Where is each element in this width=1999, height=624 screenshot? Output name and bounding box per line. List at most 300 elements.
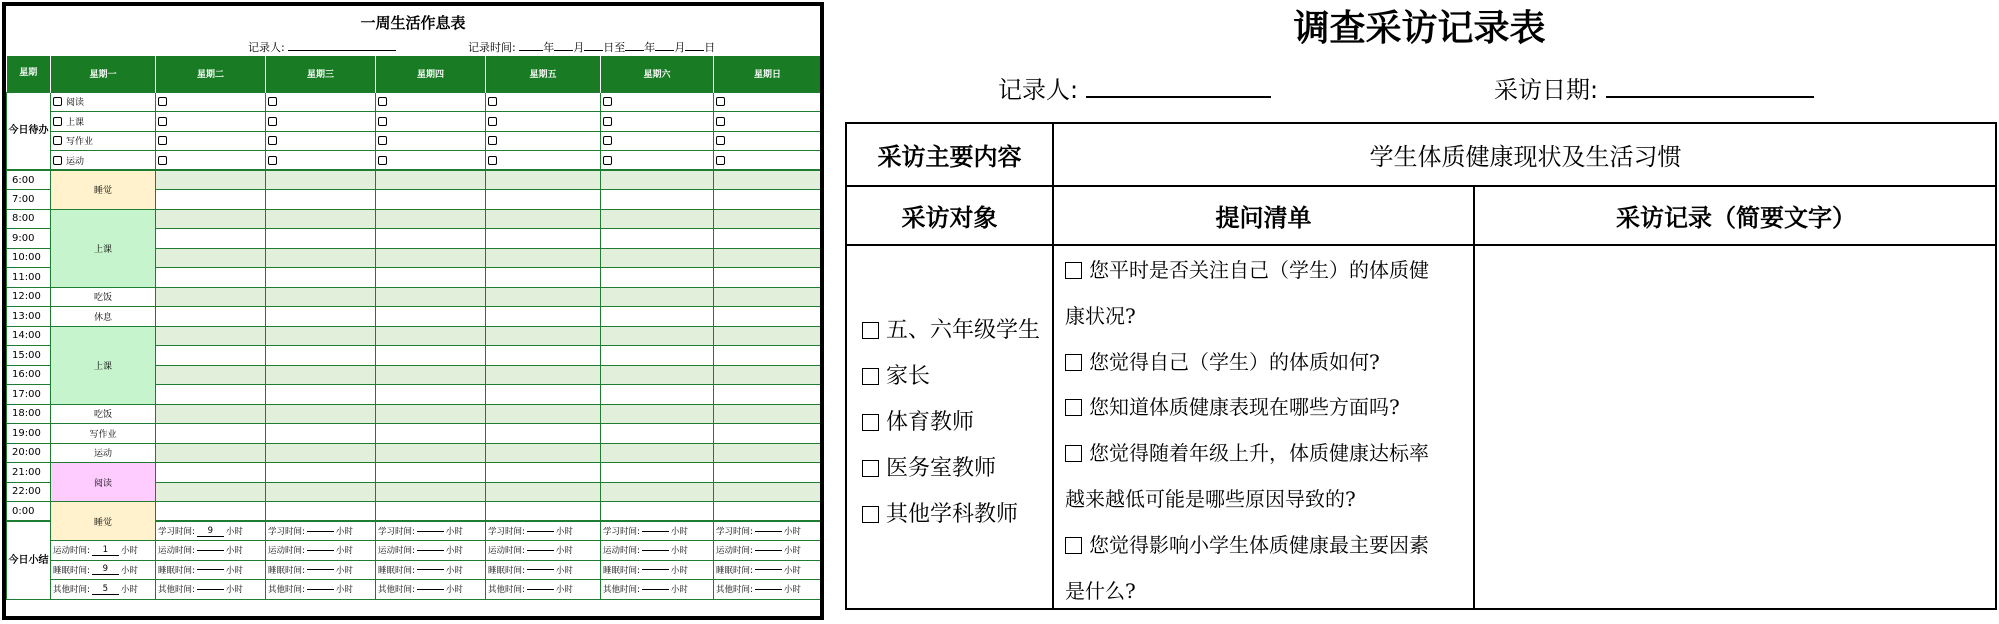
todo-cell — [714, 112, 822, 132]
todo-checkbox[interactable] — [488, 156, 497, 165]
todo-cell — [51, 151, 156, 171]
summary-field-label: 运动时间: — [378, 546, 415, 557]
question-checkbox[interactable] — [1065, 537, 1082, 554]
todo-cell — [266, 131, 376, 151]
summary-field-label: 睡眠时间: — [378, 565, 415, 576]
summary-field-label: 其他时间: — [488, 585, 525, 596]
activity-block: 运动 — [51, 443, 156, 463]
todo-label: 今日待办 — [7, 92, 51, 170]
schedule-cell[interactable] — [714, 365, 822, 385]
summary-unit: 小时 — [120, 585, 138, 596]
schedule-cell[interactable] — [156, 248, 266, 268]
summary-value-field[interactable] — [755, 550, 782, 551]
summary-field-label: 其他时间: — [53, 585, 90, 596]
todo-checkbox[interactable] — [53, 117, 62, 126]
todo-checkbox[interactable] — [378, 156, 387, 165]
schedule-cell[interactable] — [714, 326, 822, 346]
schedule-cell[interactable] — [156, 287, 266, 307]
date-blank[interactable] — [625, 41, 644, 51]
summary-value-field[interactable] — [417, 569, 444, 570]
summary-value-field[interactable] — [417, 589, 444, 590]
date-blank[interactable] — [655, 41, 674, 51]
time-label: 0:00 — [7, 502, 51, 522]
schedule-cell[interactable] — [266, 482, 376, 502]
date-part-label: 年 — [644, 41, 656, 54]
object-checkbox[interactable] — [862, 506, 879, 523]
summary-cell — [601, 580, 714, 600]
schedule-cell[interactable] — [266, 365, 376, 385]
schedule-cell[interactable] — [601, 307, 714, 327]
time-row — [7, 209, 822, 229]
schedule-cell[interactable] — [486, 463, 601, 483]
schedule-cell[interactable] — [266, 463, 376, 483]
summary-cell — [266, 541, 376, 561]
interview-recorder-field[interactable] — [1086, 72, 1271, 98]
todo-checkbox[interactable] — [603, 97, 612, 106]
questions-header: 提问清单 — [1215, 204, 1312, 232]
schedule-cell[interactable] — [601, 385, 714, 405]
todo-item-label: 上课 — [66, 117, 85, 128]
schedule-cell[interactable] — [486, 190, 601, 210]
schedule-cell[interactable] — [266, 190, 376, 210]
schedule-cell[interactable] — [601, 424, 714, 444]
schedule-cell[interactable] — [714, 170, 822, 190]
object-option — [862, 492, 1040, 538]
todo-cell — [601, 92, 714, 112]
main-content-value: 学生体质健康现状及生活习惯 — [1369, 143, 1682, 171]
schedule-cell[interactable] — [376, 502, 486, 522]
todo-cell — [51, 112, 156, 132]
summary-value-field[interactable] — [755, 531, 782, 532]
summary-value-field[interactable] — [642, 589, 669, 590]
todo-checkbox[interactable] — [488, 117, 497, 126]
todo-checkbox[interactable] — [716, 117, 725, 126]
summary-cell — [266, 521, 376, 541]
schedule-cell[interactable] — [486, 365, 601, 385]
schedule-cell[interactable] — [714, 463, 822, 483]
schedule-cell[interactable] — [156, 209, 266, 229]
schedule-cell[interactable] — [156, 229, 266, 249]
interview-date-field[interactable] — [1606, 72, 1814, 98]
schedule-cell[interactable] — [376, 385, 486, 405]
summary-field-label: 学习时间: — [488, 527, 525, 537]
summary-cell — [486, 541, 601, 561]
object-label: 医务室教师 — [886, 456, 997, 481]
time-label: 19:00 — [7, 424, 51, 444]
summary-unit: 小时 — [670, 585, 688, 596]
question-checkbox[interactable] — [1065, 399, 1082, 416]
question-text: 您知道体质健康表现在哪些方面吗? — [1089, 395, 1400, 420]
schedule-title: 一周生活作息表 — [360, 14, 466, 32]
record-header: 采访记录（简要文字） — [1616, 204, 1856, 232]
summary-cell — [156, 560, 266, 580]
todo-checkbox[interactable] — [268, 117, 277, 126]
schedule-cell[interactable] — [486, 385, 601, 405]
summary-unit: 小时 — [335, 565, 353, 576]
todo-cell — [51, 131, 156, 151]
summary-value-field[interactable] — [307, 569, 334, 570]
time-label: 6:00 — [7, 170, 51, 190]
summary-value-field[interactable]: 9 — [197, 526, 224, 537]
schedule-cell[interactable] — [486, 424, 601, 444]
schedule-cell[interactable] — [601, 365, 714, 385]
interview-date-label: 采访日期: — [1494, 76, 1599, 104]
date-blank[interactable] — [554, 41, 573, 51]
time-label: 20:00 — [7, 443, 51, 463]
summary-field-label: 其他时间: — [158, 585, 195, 596]
summary-unit: 小时 — [555, 546, 573, 557]
todo-cell — [266, 92, 376, 112]
object-checkbox[interactable] — [862, 322, 879, 339]
todo-cell — [376, 151, 486, 171]
schedule-cell[interactable] — [601, 443, 714, 463]
summary-value-field[interactable]: 5 — [92, 584, 119, 595]
object-checkbox[interactable] — [862, 460, 879, 477]
todo-checkbox[interactable] — [716, 136, 725, 145]
activity-block: 吃饭 — [51, 404, 156, 424]
schedule-cell[interactable] — [156, 404, 266, 424]
time-label: 15:00 — [7, 346, 51, 366]
summary-field-label: 运动时间: — [488, 546, 525, 557]
todo-cell — [601, 151, 714, 171]
question-text: 您觉得自己（学生）的体质如何? — [1089, 349, 1380, 374]
schedule-table — [6, 56, 822, 600]
summary-field-label: 运动时间: — [716, 546, 753, 557]
summary-field-label: 学习时间: — [716, 527, 753, 537]
todo-item-label: 写作业 — [66, 137, 94, 148]
schedule-cell[interactable] — [156, 268, 266, 288]
time-row — [7, 443, 822, 463]
summary-cell — [486, 580, 601, 600]
schedule-cell[interactable] — [156, 365, 266, 385]
todo-checkbox[interactable] — [53, 156, 62, 165]
schedule-recorder-field[interactable] — [288, 41, 396, 51]
schedule-cell[interactable] — [601, 404, 714, 424]
time-row — [7, 170, 822, 190]
row-divider — [847, 185, 1995, 187]
todo-row — [7, 151, 822, 171]
summary-value-field[interactable] — [417, 550, 444, 551]
summary-unit: 小时 — [445, 565, 463, 576]
schedule-cell[interactable] — [601, 463, 714, 483]
schedule-cell[interactable] — [714, 209, 822, 229]
schedule-cell[interactable] — [486, 248, 601, 268]
schedule-cell[interactable] — [376, 326, 486, 346]
todo-checkbox[interactable] — [53, 97, 62, 106]
summary-value-field[interactable]: 9 — [92, 564, 119, 575]
schedule-cell[interactable] — [486, 209, 601, 229]
summary-value-field[interactable]: 1 — [92, 545, 119, 556]
schedule-cell[interactable] — [376, 209, 486, 229]
todo-cell — [714, 151, 822, 171]
object-label: 五、六年级学生 — [886, 318, 1041, 343]
schedule-cell[interactable] — [486, 307, 601, 327]
summary-unit: 小时 — [555, 565, 573, 576]
todo-checkbox[interactable] — [378, 97, 387, 106]
todo-cell — [714, 131, 822, 151]
schedule-cell[interactable] — [266, 385, 376, 405]
todo-checkbox[interactable] — [268, 97, 277, 106]
schedule-cell[interactable] — [486, 170, 601, 190]
question-checkbox[interactable] — [1065, 354, 1082, 371]
summary-cell — [601, 560, 714, 580]
summary-value-field[interactable] — [642, 569, 669, 570]
schedule-cell[interactable] — [156, 463, 266, 483]
day-header: 星期六 — [601, 56, 714, 92]
question-line — [1065, 340, 1429, 386]
schedule-cell[interactable] — [376, 170, 486, 190]
time-label: 21:00 — [7, 463, 51, 483]
summary-value-field[interactable] — [197, 569, 224, 570]
todo-cell — [266, 112, 376, 132]
schedule-cell[interactable] — [266, 287, 376, 307]
summary-cell — [714, 521, 822, 541]
summary-value-field[interactable] — [527, 531, 554, 532]
schedule-cell[interactable] — [376, 287, 486, 307]
summary-field-label: 运动时间: — [268, 546, 305, 557]
schedule-cell[interactable] — [156, 170, 266, 190]
schedule-cell[interactable] — [376, 443, 486, 463]
schedule-cell[interactable] — [266, 326, 376, 346]
schedule-cell[interactable] — [376, 404, 486, 424]
todo-cell — [601, 131, 714, 151]
summary-unit: 小时 — [225, 546, 243, 557]
schedule-cell[interactable] — [156, 326, 266, 346]
schedule-cell[interactable] — [601, 190, 714, 210]
schedule-cell[interactable] — [486, 268, 601, 288]
schedule-cell[interactable] — [714, 404, 822, 424]
schedule-cell[interactable] — [714, 190, 822, 210]
todo-checkbox[interactable] — [268, 136, 277, 145]
todo-cell — [156, 112, 266, 132]
schedule-cell[interactable] — [156, 346, 266, 366]
schedule-cell[interactable] — [714, 287, 822, 307]
schedule-cell[interactable] — [376, 463, 486, 483]
summary-cell — [266, 580, 376, 600]
schedule-cell[interactable] — [601, 229, 714, 249]
activity-block: 写作业 — [51, 424, 156, 444]
schedule-cell[interactable] — [714, 229, 822, 249]
summary-field-label: 运动时间: — [53, 546, 90, 557]
object-checkbox[interactable] — [862, 368, 879, 385]
question-checkbox[interactable] — [1065, 445, 1082, 462]
schedule-cell[interactable] — [714, 424, 822, 444]
schedule-cell[interactable] — [376, 424, 486, 444]
interview-recorder-label: 记录人: — [998, 76, 1079, 104]
summary-cell — [51, 560, 156, 580]
todo-checkbox[interactable] — [158, 156, 167, 165]
schedule-cell[interactable] — [714, 307, 822, 327]
summary-value-field[interactable] — [417, 531, 444, 532]
schedule-cell[interactable] — [156, 190, 266, 210]
summary-value-field[interactable] — [755, 589, 782, 590]
question-checkbox[interactable] — [1065, 262, 1082, 279]
schedule-cell[interactable] — [266, 404, 376, 424]
summary-row — [7, 560, 822, 580]
todo-checkbox[interactable] — [488, 136, 497, 145]
schedule-cell[interactable] — [486, 502, 601, 522]
summary-value-field[interactable] — [307, 550, 334, 551]
date-blank[interactable] — [584, 41, 603, 51]
schedule-cell[interactable] — [601, 287, 714, 307]
date-blank[interactable] — [519, 41, 543, 51]
schedule-cell[interactable] — [376, 190, 486, 210]
schedule-cell[interactable] — [376, 268, 486, 288]
schedule-cell[interactable] — [486, 326, 601, 346]
interview-table — [845, 122, 1997, 610]
summary-value-field[interactable] — [527, 569, 554, 570]
summary-cell — [266, 560, 376, 580]
activity-block: 上课 — [51, 326, 156, 404]
summary-field-label: 学习时间: — [603, 527, 640, 537]
schedule-cell[interactable] — [714, 385, 822, 405]
schedule-cell[interactable] — [266, 346, 376, 366]
schedule-cell[interactable] — [376, 248, 486, 268]
todo-checkbox[interactable] — [716, 156, 725, 165]
schedule-cell[interactable] — [601, 248, 714, 268]
schedule-cell[interactable] — [486, 404, 601, 424]
schedule-cell[interactable] — [376, 307, 486, 327]
todo-checkbox[interactable] — [603, 117, 612, 126]
schedule-cell[interactable] — [156, 482, 266, 502]
date-part-label: 月 — [674, 41, 686, 54]
schedule-cell[interactable] — [486, 482, 601, 502]
schedule-cell[interactable] — [601, 209, 714, 229]
todo-checkbox[interactable] — [158, 97, 167, 106]
todo-cell — [51, 92, 156, 112]
schedule-cell[interactable] — [156, 502, 266, 522]
object-option — [862, 308, 1040, 354]
summary-field-label: 学习时间: — [268, 527, 305, 537]
time-label: 22:00 — [7, 482, 51, 502]
schedule-cell[interactable] — [714, 482, 822, 502]
schedule-cell[interactable] — [601, 170, 714, 190]
summary-field-label: 学习时间: — [158, 527, 195, 537]
summary-field-label: 睡眠时间: — [603, 565, 640, 576]
summary-value-field[interactable] — [307, 589, 334, 590]
todo-checkbox[interactable] — [603, 156, 612, 165]
summary-value-field[interactable] — [527, 550, 554, 551]
todo-checkbox[interactable] — [53, 136, 62, 145]
summary-value-field[interactable] — [197, 550, 224, 551]
summary-unit: 小时 — [335, 527, 353, 537]
todo-checkbox[interactable] — [488, 97, 497, 106]
schedule-cell[interactable] — [714, 346, 822, 366]
summary-unit: 小时 — [120, 546, 138, 557]
schedule-cell[interactable] — [266, 248, 376, 268]
summary-cell — [51, 541, 156, 561]
question-text: 越来越低可能是哪些原因导致的? — [1065, 486, 1356, 511]
todo-checkbox[interactable] — [603, 136, 612, 145]
time-label: 12:00 — [7, 287, 51, 307]
schedule-cell[interactable] — [601, 326, 714, 346]
summary-cell — [376, 580, 486, 600]
summary-value-field[interactable] — [755, 569, 782, 570]
summary-value-field[interactable] — [197, 589, 224, 590]
schedule-cell[interactable] — [486, 346, 601, 366]
schedule-cell[interactable] — [714, 268, 822, 288]
schedule-cell[interactable] — [156, 424, 266, 444]
schedule-cell[interactable] — [601, 268, 714, 288]
object-checkbox[interactable] — [862, 414, 879, 431]
date-part-label: 年 — [543, 41, 555, 54]
todo-checkbox[interactable] — [378, 136, 387, 145]
schedule-cell[interactable] — [714, 248, 822, 268]
summary-value-field[interactable] — [307, 531, 334, 532]
todo-row — [7, 112, 822, 132]
summary-value-field[interactable] — [642, 550, 669, 551]
schedule-cell[interactable] — [266, 170, 376, 190]
todo-checkbox[interactable] — [158, 136, 167, 145]
schedule-cell[interactable] — [376, 482, 486, 502]
summary-cell — [714, 580, 822, 600]
interview-sheet — [840, 0, 1999, 624]
todo-cell — [156, 131, 266, 151]
time-row — [7, 307, 822, 327]
summary-unit: 小时 — [670, 546, 688, 557]
schedule-cell[interactable] — [156, 385, 266, 405]
schedule-cell[interactable] — [266, 424, 376, 444]
date-blank[interactable] — [685, 41, 704, 51]
schedule-cell[interactable] — [156, 443, 266, 463]
object-list — [862, 308, 1040, 538]
time-row — [7, 404, 822, 424]
schedule-cell[interactable] — [266, 229, 376, 249]
schedule-cell[interactable] — [601, 346, 714, 366]
schedule-cell[interactable] — [266, 268, 376, 288]
question-list — [1065, 248, 1429, 614]
summary-field-label: 其他时间: — [378, 585, 415, 596]
schedule-cell[interactable] — [376, 365, 486, 385]
schedule-cell[interactable] — [156, 307, 266, 327]
todo-checkbox[interactable] — [268, 156, 277, 165]
schedule-cell[interactable] — [714, 502, 822, 522]
record-area[interactable] — [1475, 246, 1997, 610]
schedule-cell[interactable] — [486, 287, 601, 307]
todo-checkbox[interactable] — [158, 117, 167, 126]
schedule-cell[interactable] — [266, 307, 376, 327]
schedule-cell[interactable] — [266, 443, 376, 463]
summary-value-field[interactable] — [527, 589, 554, 590]
summary-cell — [51, 580, 156, 600]
question-text: 康状况? — [1065, 303, 1136, 328]
question-text: 您平时是否关注自己（学生）的体质健 — [1089, 258, 1429, 282]
activity-block: 上课 — [51, 209, 156, 287]
schedule-cell[interactable] — [266, 209, 376, 229]
schedule-cell[interactable] — [266, 502, 376, 522]
summary-unit: 小时 — [783, 546, 801, 557]
schedule-cell[interactable] — [714, 443, 822, 463]
summary-value-field[interactable] — [642, 531, 669, 532]
summary-cell — [156, 580, 266, 600]
todo-checkbox[interactable] — [716, 97, 725, 106]
todo-checkbox[interactable] — [378, 117, 387, 126]
schedule-cell[interactable] — [601, 482, 714, 502]
column-divider — [1052, 124, 1054, 608]
todo-cell — [156, 151, 266, 171]
day-header: 星期四 — [376, 56, 486, 92]
time-row — [7, 502, 822, 522]
weekly-schedule-sheet — [2, 2, 824, 620]
schedule-cell[interactable] — [486, 229, 601, 249]
schedule-cell[interactable] — [486, 443, 601, 463]
question-line — [1065, 569, 1429, 615]
schedule-cell[interactable] — [376, 346, 486, 366]
schedule-cell[interactable] — [601, 502, 714, 522]
schedule-cell[interactable] — [376, 229, 486, 249]
object-label: 体育教师 — [886, 410, 975, 435]
todo-item-label: 运动 — [66, 156, 85, 167]
